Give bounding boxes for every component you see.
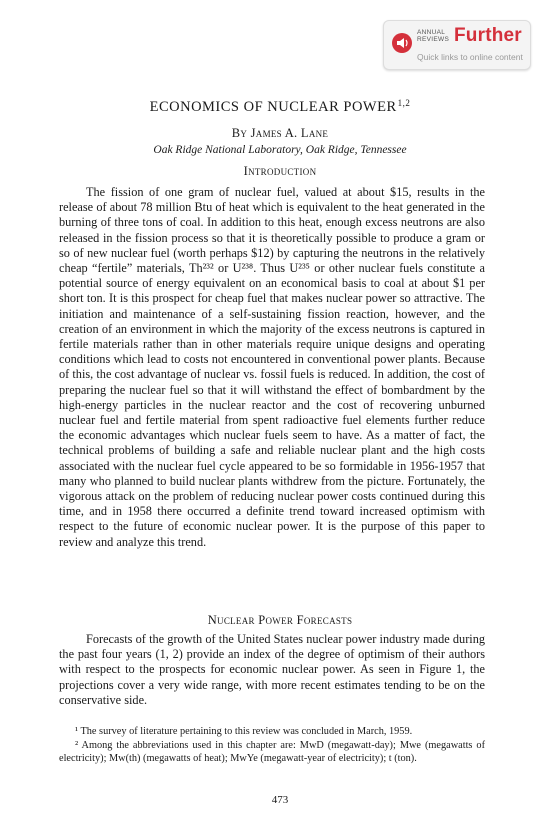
footnote-2: ² Among the abbreviations used in this chapter are: MwD (megawatt-day); Mwe (megawatts of electricity); Mw(th) (megawatts of heat); MwYe (megawatt-year of electricity); t (ton).	[59, 740, 485, 764]
speaker-icon	[392, 33, 412, 53]
article-title-text: ECONOMICS OF NUCLEAR POWER	[149, 99, 397, 115]
badge-subtitle: Quick links to online content	[417, 52, 523, 62]
forecasts-paragraph: Forecasts of the growth of the United States nuclear power industry made during the past four years (1, 2) provide an index of the degree of optimism of their authors with respect to the prospects for economic nuclear power. As seen in Figure 1, the projections cover a very wide range, with more recent estimates tending to be on the conservative side.	[59, 632, 485, 707]
author-affiliation: Oak Ridge National Laboratory, Oak Ridge, Tennessee	[153, 144, 407, 156]
annual-reviews-further-badge[interactable]	[383, 20, 531, 70]
badge-publisher-label: ANNUAL REVIEWS	[417, 29, 450, 43]
footnote-1: ¹ The survey of literature pertaining to this review was concluded in March, 1959.	[75, 726, 413, 737]
title-footnote-marks: 1,2	[397, 98, 411, 108]
introduction-paragraph: The fission of one gram of nuclear fuel, valued at about $15, results in the release of about 78 million Btu of heat which is equivalent to the heat generated in the burning of three tons of coal. In addition to this heat, enough excess neutrons are also released in the fission process so that it is theoretically possible to produce a gram or so of new nuclear fuel (worth perhaps $12) by capturing the neutrons in the relatively cheap “fertile” materials, Th²³² or U²³⁸. Thus U²³⁵ or other nuclear fuels constitute a potential source of energy equivalent on an economical basis to coal at about $1 per short ton. It is this prospect for cheap fuel that makes nuclear power so attractive. The initiation and maintenance of a self-sustaining fission reaction, however, and the creation of an environment in which the majority of the excess neutrons is captured in fertile materials rather than in other materials require unique designs and operating conditions which lead to costs not encountered in conventional power plants. Because of this, the cost advantage of nuclear vs. fossil fuels is reduced. In addition, the cost of preparing the nuclear fuel so that it will withstand the effect of bombardment by the high-energy particles in the nuclear reactor and the cost of recovering unburned nuclear fuel and fertile material from spent radioactive fuel elements further reduce the economic advantages which nuclear fuels seem to have. As a matter of fact, the technical problems of building a safe and reliable nuclear plant and the high costs associated with the nuclear fuel cycle appeared to be so formidable in 1956-1957 that many who planned to build nuclear plants withdrew from the picture. Fortunately, the vigorous attack on the problem of reducing nuclear power costs continued during this time, and in 1958 there occurred a definite trend toward increased optimism with respect to the future of economic nuclear power. It is the purpose of this paper to review and analyze this trend.	[59, 185, 485, 549]
page-number: 473	[271, 794, 289, 806]
section-heading-introduction: Introduction	[243, 164, 317, 178]
article-author: By James A. Lane	[231, 126, 329, 140]
badge-further-label: Further	[454, 25, 522, 46]
article-title	[0, 98, 560, 116]
section-heading-forecasts: Nuclear Power Forecasts	[207, 613, 353, 627]
